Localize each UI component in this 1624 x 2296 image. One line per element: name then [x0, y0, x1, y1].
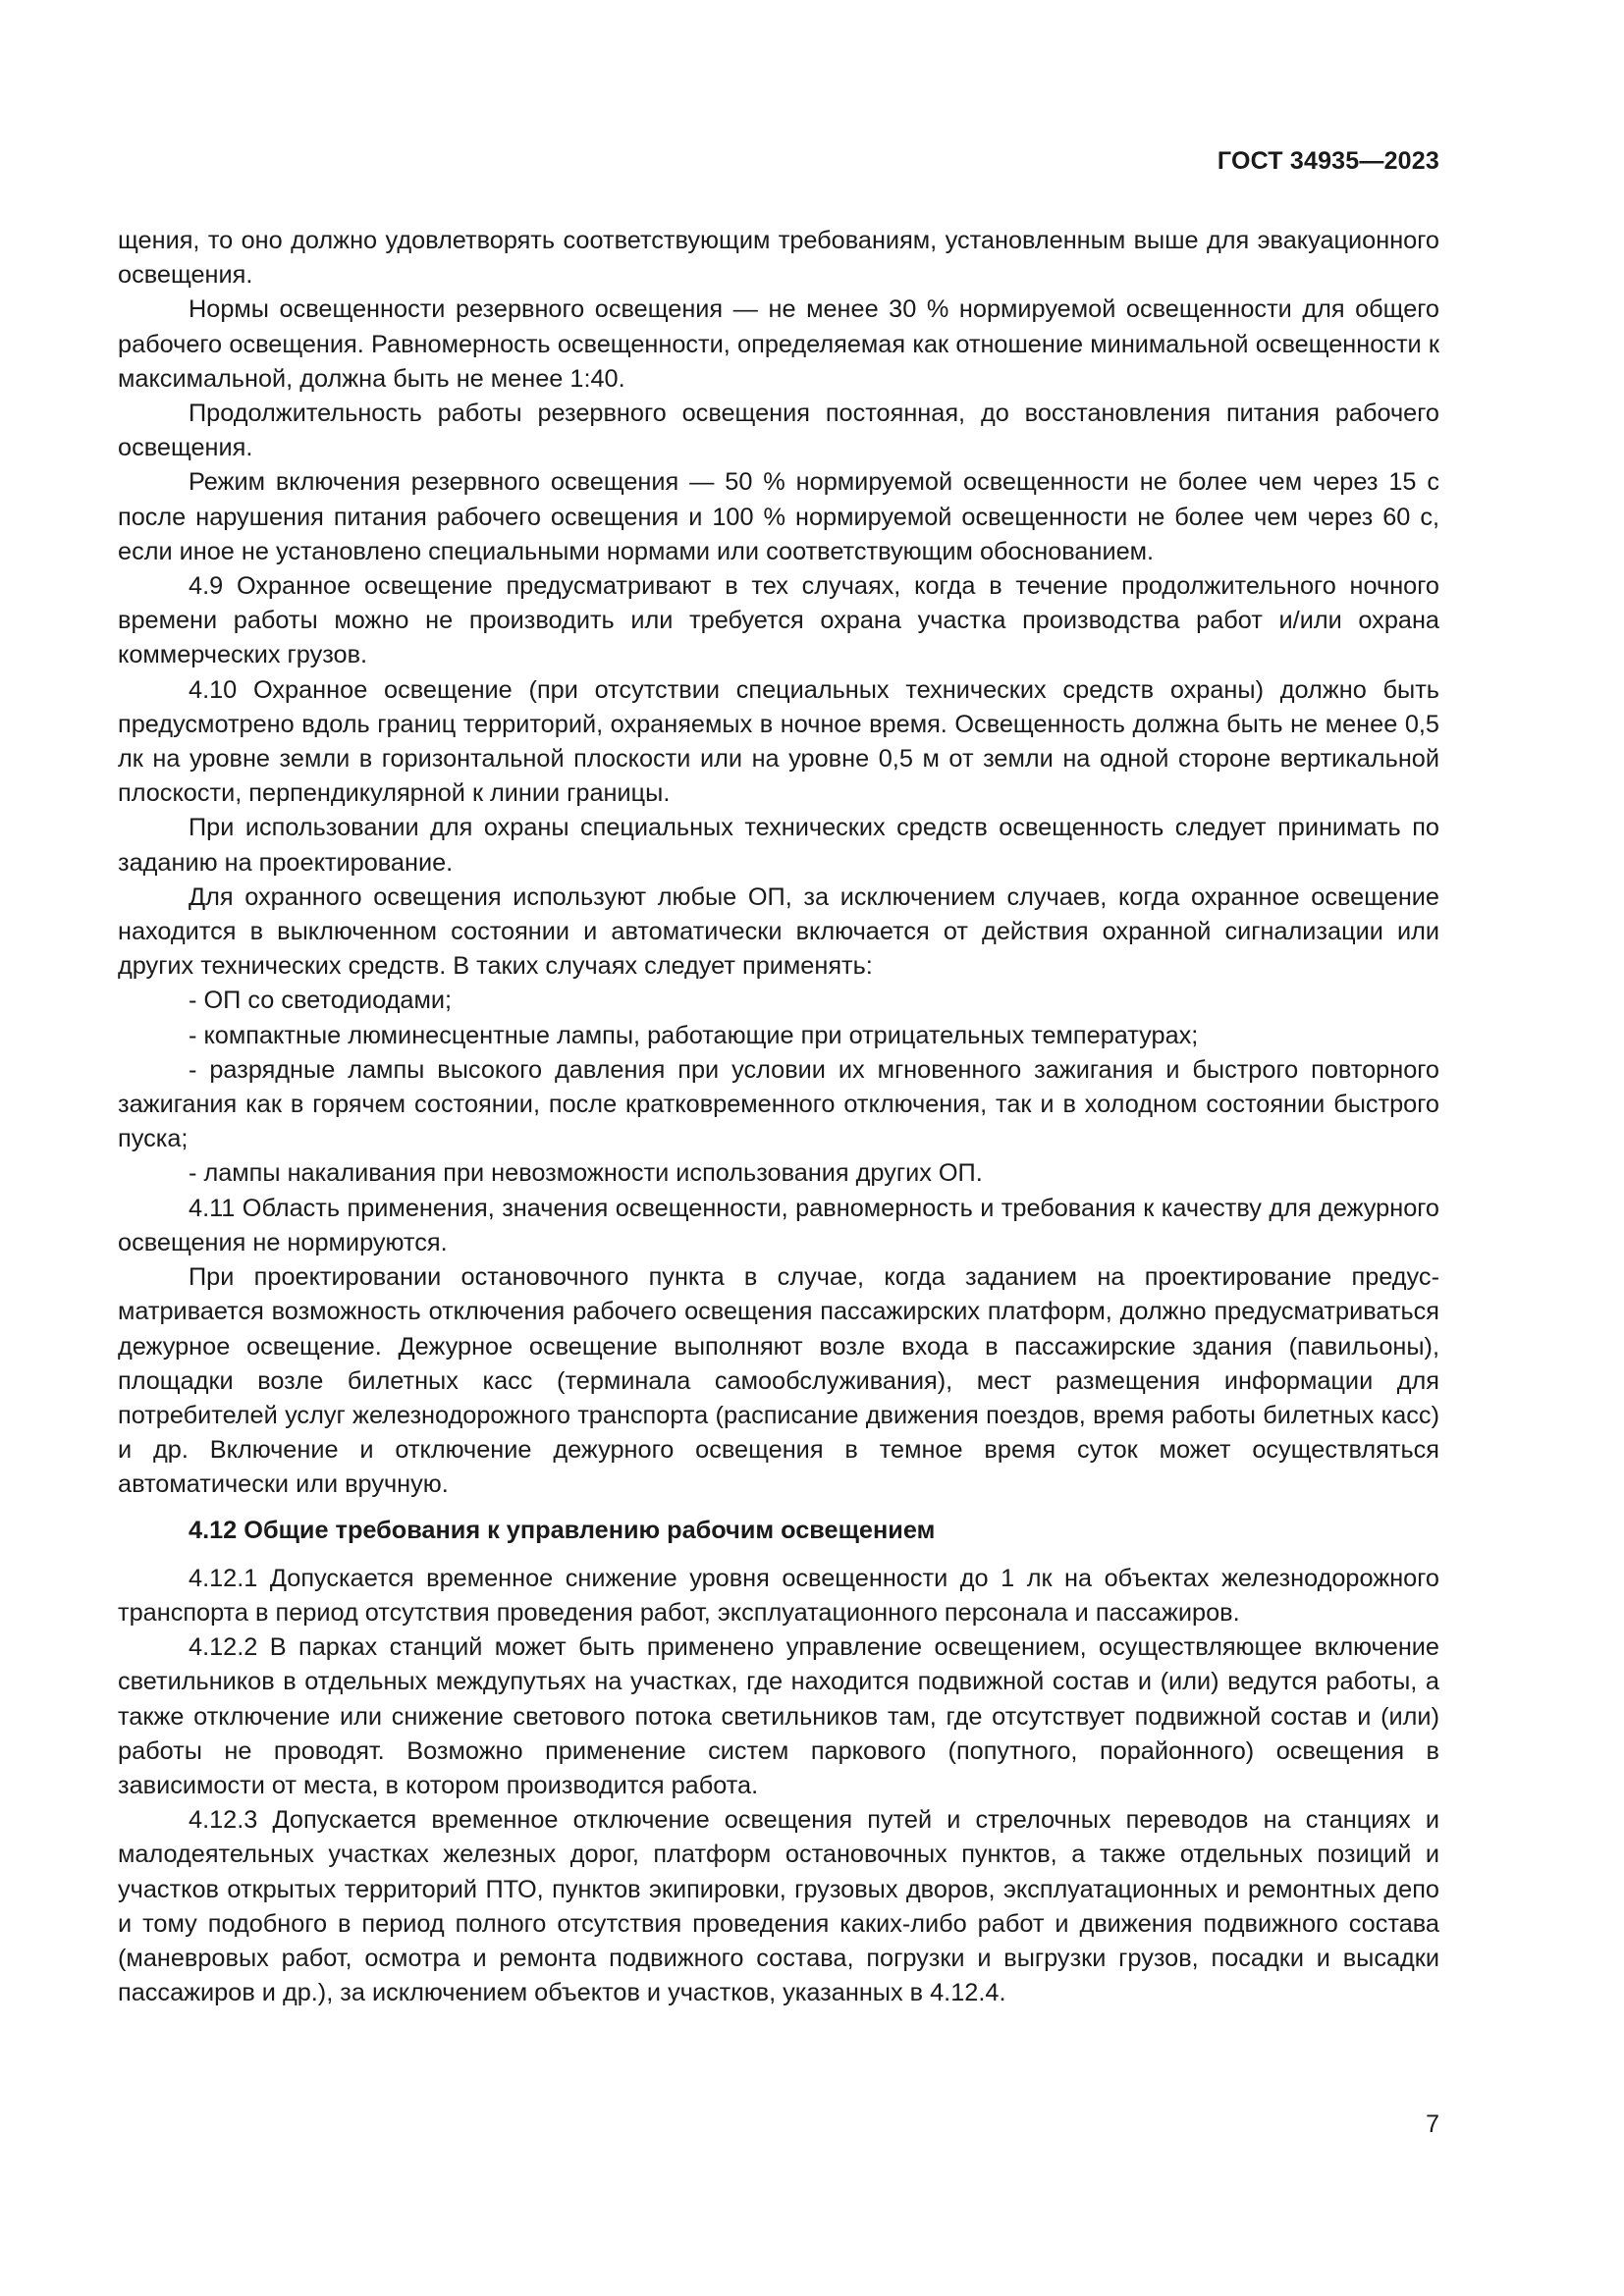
paragraph-4-10: 4.10 Охранное освещение (при отсутствии специальных технических средств охраны) должно быть предусмотрено вдоль границ территорий, охраняемых в ночное время. Освещенность должна быть не менее 0,5 лк на уровне земли в горизонтальной плоскости или на уровне 0,5 м от земли на одной стороне вертикальной плоскости, перпендикулярной к линии границы.	[118, 675, 1439, 808]
paragraph-reserve-mode: Режим включения резервного освещения — 50 % нормируемой освещенности не более чем через 15 с после нарушения питания рабочего освещения и 100 % нормируемой освещенности не более чем через 60 с, если иное не установлено специальными нормами или соответствующим обоснованием.	[118, 468, 1439, 565]
list-item-incandescent: - лампы накаливания при невозможности использования других ОП.	[189, 1159, 983, 1188]
paragraph-continuation: щения, то оно должно удовлетворять соответствующим требованиям, установленным выше для эвакуационного освещения.	[118, 227, 1439, 290]
paragraph-4-9: 4.9 Охранное освещение предусматривают в тех случаях, когда в течение продолжительного ночного времени работы можно не производить или требуется охрана участка производства работ и/или охрана коммерческих грузов.	[118, 572, 1439, 669]
list-item-fluorescent: - компактные люминесцентные лампы, работающие при отрицательных температурах;	[189, 1021, 1199, 1049]
standard-header: ГОСТ 34935—2023	[1217, 147, 1439, 175]
list-item-discharge: - разрядные лампы высокого давления при условии их мгновенного зажигания и быстрого повторного зажигания как в горячем состоянии, после кратковременного отключения, так и в холодном состоянии быстрого пуска;	[118, 1055, 1439, 1153]
paragraph-security-means: При использовании для охраны специальных технических средств освещенность следует принимать по заданию на проектирование.	[118, 814, 1439, 877]
paragraph-4-11: 4.11 Область применения, значения освещенности, равномерность и требования к качеству для дежурного освещения не нормируются.	[118, 1194, 1439, 1256]
page-number: 7	[1426, 2110, 1439, 2138]
paragraph-4-12-1: 4.12.1 Допускается временное снижение уровня освещенности до 1 лк на объектах железнодорожного транспорта в период отсутствия проведения работ, эксплуатационного персонала и пассажиров.	[118, 1564, 1439, 1627]
document-body	[118, 224, 1439, 2010]
paragraph-4-12-3: 4.12.3 Допускается временное отключение освещения путей и стрелочных переводов на станциях и малодеятельных участках железных дорог, платформ остановочных пунктов, а также отдельных позиций и участков открытых территорий ПТО, пунктов экипировки, грузовых дворов, эксплуатационных и ремонтных депо и тому подобного в период полного отсутствия проведения каких-либо работ и движения подвижного состава (маневровых работ, осмотра и ремонта подвижного состава, погрузки и выгрузки грузов, посадки и высадки пассажиров и др.), за исключением объектов и участков, указанных в 4.12.4.	[118, 1806, 1439, 2007]
section-heading-4-12: 4.12 Общие требования к управлению рабочим освещением	[189, 1516, 936, 1544]
paragraph-duty-lighting: При проектировании остановочного пункта в случае, когда заданием на проектирование предусматривается возможность отключения рабочего освещения пассажирских платформ, должно предусматриваться дежурное освещение. Дежурное освещение выполняют возле входа в пассажирские здания (павильоны), площадки возле билетных касс (терминала самообслуживания), мест размещения информации для потребителей услуг железнодорожного транспорта (расписание движения поездов, время работы билетных касс) и др. Включение и отключение дежурного освещения в темное время суток может осуществляться автоматически или вручную.	[118, 1263, 1439, 1499]
paragraph-4-12-2: 4.12.2 В парках станций может быть применено управление освещением, осуществляющее включение светильников в отдельных междупутьях на участках, где находится подвижной состав и (или) ведутся работы, а также отключение или снижение светового потока светильников там, где отсутствует подвижной состав и (или) работы не проводят. Возможно применение систем паркового (попутного, порайонного) освещения в зависимости от места, в котором производится работа.	[118, 1633, 1439, 1799]
paragraph-reserve-duration: Продолжительность работы резервного освещения постоянная, до восстановления питания рабочего освещения.	[118, 400, 1439, 462]
paragraph-security-lights: Для охранного освещения используют любые ОП, за исключением случаев, когда охранное освещение находится в выключенном состоянии и автоматически включается от действия охранной сигнализации или других технических средств. В таких случаях следует применять:	[118, 882, 1439, 981]
paragraph-reserve-norms: Нормы освещенности резервного освещения — не менее 30 % нормируемой освещенности для общего рабочего освещения. Равномерность освещенности, определяемая как отношение минимальной освещенности к максимальной, должна быть не менее 1:40.	[118, 295, 1439, 393]
list-item-led: - ОП со светодиодами;	[189, 987, 453, 1015]
